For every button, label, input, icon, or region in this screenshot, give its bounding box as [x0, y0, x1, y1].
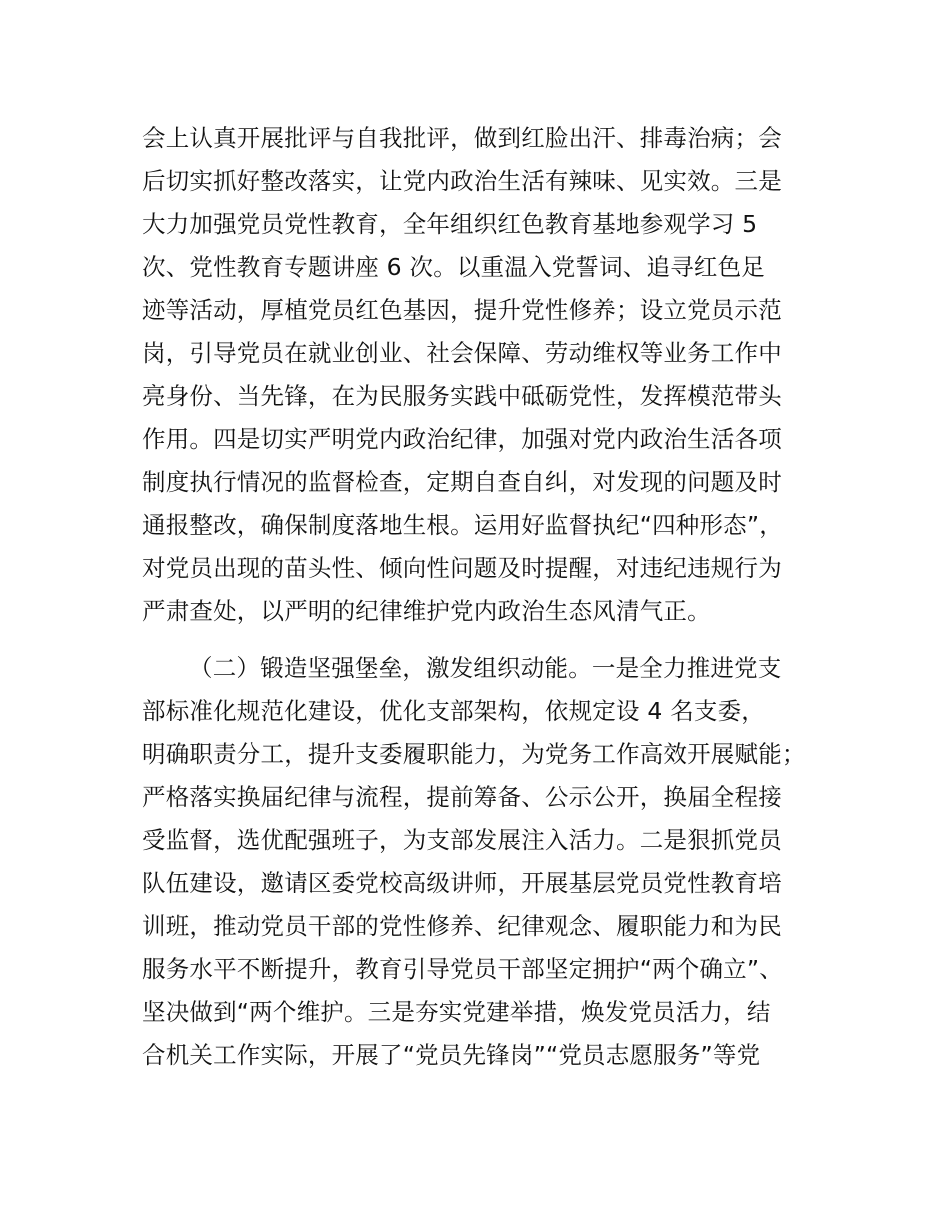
paragraph-2-line-3: 明确职责分工，提升支委履职能力，为党务工作高效开展赋能； [142, 740, 806, 768]
paragraph-1-line-8: 作用。四是切实严明党内政治纪律，加强对党内政治生活各项 [142, 425, 782, 453]
paragraph-1-line-2: 后切实抓好整改落实，让党内政治生活有辣味、见实效。三是 [142, 167, 782, 195]
paragraph-1-line-4: 次、党性教育专题讲座 6 次。以重温入党誓词、追寻红色足 [142, 253, 765, 281]
paragraph-1-line-12: 严肃查处，以严明的纪律维护党内政治生态风清气正。 [142, 597, 711, 625]
paragraph-2-line-8: 服务水平不断提升，教育引导党员干部坚定拥护“两个确立”、 [142, 955, 783, 983]
paragraph-1-line-3: 大力加强党员党性教育，全年组织红色教育基地参观学习 5 [142, 210, 758, 238]
paragraph-1-line-7: 亮身份、当先锋，在为民服务实践中砥砺党性，发挥模范带头 [142, 382, 782, 410]
paragraph-2-line-4: 严格落实换届纪律与流程，提前筹备、公示公开，换届全程接 [142, 783, 782, 811]
paragraph-1-line-9: 制度执行情况的监督检查，定期自查自纠，对发现的问题及时 [142, 468, 782, 496]
paragraph-1-line-6: 岗，引导党员在就业创业、社会保障、劳动维权等业务工作中 [142, 339, 782, 367]
paragraph-2-line-2: 部标准化规范化建设，优化支部架构，依规定设 4 名支委， [142, 697, 765, 725]
paragraph-2-line-5: 受监督，选优配强班子，为支部发展注入活力。二是狠抓党员 [142, 826, 782, 854]
paragraph-2-line-6: 队伍建设，邀请区委党校高级讲师，开展基层党员党性教育培 [142, 869, 782, 897]
paragraph-2-line-10: 合机关工作实际，开展了“党员先锋岗”“党员志愿服务”等党 [142, 1041, 761, 1069]
paragraph-1-line-5: 迹等活动，厚植党员红色基因，提升党性修养；设立党员示范 [142, 296, 782, 324]
paragraph-1-line-1: 会上认真开展批评与自我批评，做到红脸出汗、排毒治病；会 [142, 124, 782, 152]
paragraph-2-line-1: （二）锻造坚强堡垒，激发组织动能。一是全力推进党支 [189, 654, 782, 682]
paragraph-1-line-10: 通报整改，确保制度落地生根。运用好监督执纪“四种形态”， [142, 511, 783, 539]
paragraph-2-line-9: 坚决做到“两个维护。三是夯实党建举措，焕发党员活力，结 [142, 998, 771, 1026]
paragraph-1-line-11: 对党员出现的苗头性、倾向性问题及时提醒，对违纪违规行为 [142, 554, 782, 582]
paragraph-2-line-7: 训班，推动党员干部的党性修养、纪律观念、履职能力和为民 [142, 912, 782, 940]
